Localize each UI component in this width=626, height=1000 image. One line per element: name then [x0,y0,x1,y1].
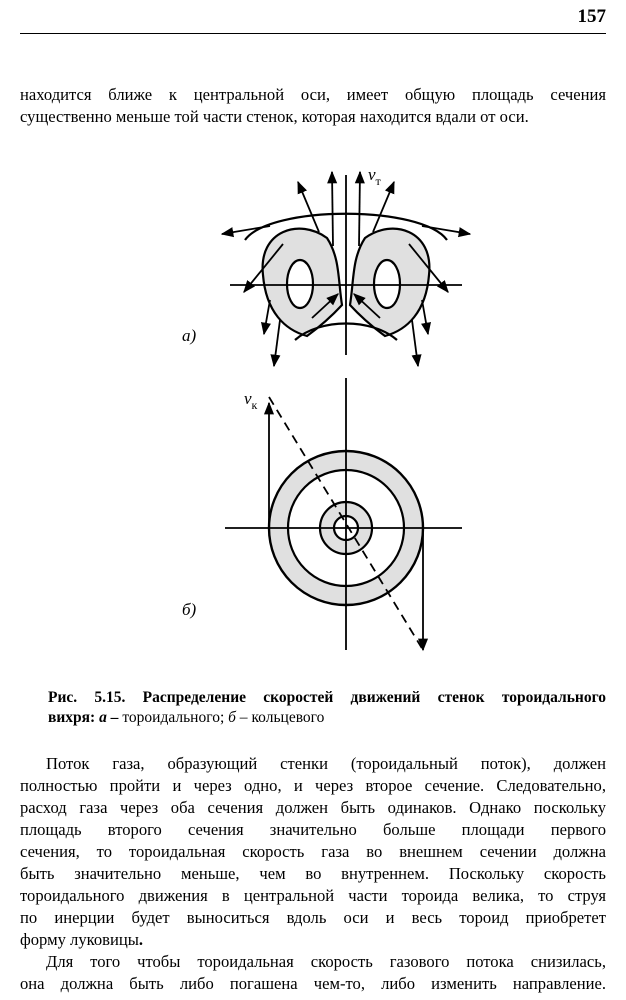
paragraph-main-line: быть значительно меньше, чем во внутреннем. Поскольку скорость [20,864,606,883]
figure-label-b: б) [182,600,197,619]
caption-line2: вихря: а – тороидального; б – кольцевого [48,709,325,726]
diagram-a-toroidal [222,172,470,366]
paragraph-bottom [20,951,606,995]
figure-toroidal-vortex [0,160,626,660]
arrow-a-right-bottom [412,320,418,366]
arrow-a-up-right2 [373,182,394,232]
caption-title: Рис. 5.15. Распределение скоростей движений стенок тороидального [48,689,606,706]
paragraph-main-line: по инерции будет выноситься вдоль оси и весь тороид приобретет [20,908,606,927]
paragraph-bottom-line1: Для того чтобы тороидальная скорость газового потока снизилась, [46,952,606,971]
velocity-t-label: $v_т$ [368,165,381,188]
page-number: 157 [577,6,606,27]
diagram-b-ring [225,378,462,650]
paragraph-main-line: полностью пройти и через одно, и через второе сечение. Следовательно, [20,776,606,795]
figure-label-a: а) [182,326,197,345]
arrow-a-up-left1 [332,172,333,246]
arrow-a-up-left2 [298,182,319,232]
paragraph-top-line1: находится ближе к центральной оси, имеет общую площадь сечения [20,85,606,104]
header-rule [20,33,606,34]
paragraph-main-last-line: форму луковицы. [20,930,144,949]
arrow-a-up-right1 [359,172,360,246]
paragraph-main-line: сечения, то тороидальная скорость газа во внешнем сечении должна [20,842,606,861]
paragraph-main [20,753,606,951]
toroid-left-hole [287,260,313,308]
arrow-a-right-down [422,300,428,334]
arrow-a-right-upper [422,226,470,234]
velocity-k-label: $v_к$ [244,389,258,412]
paragraph-main-line: площадь второго сечения значительно больше площади первого [20,820,606,839]
toroid-right-hole [374,260,400,308]
paragraph-main-line: тороидального движения в центральной части тороида велика, то струя [20,886,606,905]
paragraph-bottom-line2: она должна быть либо погашена чем-то, либо изменить направление. [20,974,606,993]
figure-caption [48,688,606,728]
arrow-a-left-upper [222,226,270,234]
paragraph-main-line: расход газа через оба сечения должен быть одинаков. Однако поскольку [20,798,606,817]
arrow-a-left-bottom [274,320,280,366]
paragraph-top-line2: существенно меньше той части стенок, которая находится вдали от оси. [20,107,529,126]
arrow-a-left-down [264,300,270,334]
paragraph-main-line: Поток газа, образующий стенки (тороидальный поток), должен [46,754,606,773]
paragraph-top [20,84,606,128]
